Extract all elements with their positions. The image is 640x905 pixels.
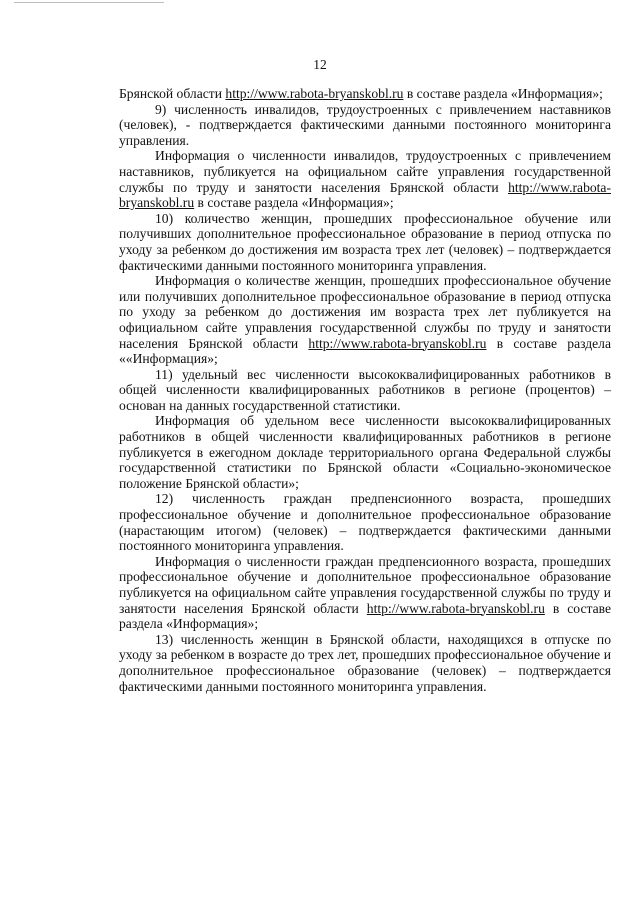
- paragraph-text: Информация о численности инвалидов, трудоустроенных с привлечением наставников, публикуется на официальном сайте управления государственной службы по труду и занятости населения Брянской области: [119, 148, 611, 195]
- paragraph-text: 10) количество женщин, прошедших профессиональное обучение или получивших дополнительное профессиональное образование в период отпуска по уходу за ребенком до достижения им возраста трех лет (человек) – подтверждается фактическими данными постоянного мониторинга управления.: [119, 210, 611, 273]
- paragraph-text: Информация о численности граждан предпенсионного возраста, прошедших профессиональное обучение и дополнительное профессиональное образование публикуется на официальном сайте управления государственной службы по труду и занятости населения Брянской области: [119, 553, 611, 616]
- paragraph-text: 9) численность инвалидов, трудоустроенных с привлечением наставников (человек), - подтверждается фактическими данными постоянного мониторинга управления.: [119, 101, 611, 148]
- paragraph: [119, 632, 611, 694]
- paragraph: [119, 367, 611, 414]
- paragraph-text: в составе раздела ««Информация»;: [119, 335, 611, 367]
- website-link[interactable]: http://www.rabota-bryanskobl.ru: [119, 179, 611, 211]
- paragraph-text: 13) численность женщин в Брянской области, находящихся в отпуске по уходу за ребенком в возрасте до трех лет, прошедших профессиональное обучение и дополнительное профессиональное образование (человек) – подтверждается фактическими данными постоянного мониторинга управления.: [119, 631, 611, 694]
- paragraph-text: Информация об удельном весе численности высококвалифицированных работников в общей численности квалифицированных работников в регионе публикуется в ежегодном докладе территориального органа Федеральной службы государственной статистики по Брянской области «Социально-экономическое положение Брянской области»;: [119, 413, 611, 491]
- paragraph-text: 12) численность граждан предпенсионного возраста, прошедших профессиональное обучение и дополнительное профессиональное образование (нарастающим итогом) (человек) – подтверждается фактическими данными постоянного мониторинга управления.: [119, 491, 611, 554]
- scan-artifact-line: [14, 2, 164, 3]
- paragraph-text: Информация о количестве женщин, прошедших профессиональное обучение или получивших дополнительное профессиональное образование в период отпуска по уходу за ребенком до достижения им возраста трех лет публикуется на официальном сайте управления государственной службы по труду и занятости населения Брянской области: [119, 273, 611, 351]
- document-body: [119, 86, 611, 694]
- website-link[interactable]: http://www.rabota-bryanskobl.ru: [366, 600, 545, 616]
- paragraph-text: в составе раздела «Информация»;: [403, 86, 603, 101]
- paragraph-text: 11) удельный вес численности высококвалифицированных работников в общей численности квалифицированных работников в регионе (процентов) – основан на данных государственной статистики.: [119, 366, 611, 413]
- page-number: 12: [313, 57, 327, 72]
- paragraph: [119, 413, 611, 491]
- paragraph: [119, 86, 611, 102]
- website-link[interactable]: http://www.rabota-bryanskobl.ru: [225, 86, 404, 101]
- paragraph: [119, 554, 611, 632]
- paragraph: [119, 491, 611, 553]
- paragraph: [119, 102, 611, 149]
- paragraph: [119, 211, 611, 273]
- paragraph-text: в составе раздела «Информация»;: [119, 600, 611, 632]
- paragraph-text: в составе раздела «Информация»;: [194, 195, 394, 211]
- paragraph-text: Брянской области: [119, 86, 226, 101]
- website-link[interactable]: http://www.rabota-bryanskobl.ru: [308, 335, 487, 351]
- paragraph: [119, 148, 611, 210]
- paragraph: [119, 273, 611, 367]
